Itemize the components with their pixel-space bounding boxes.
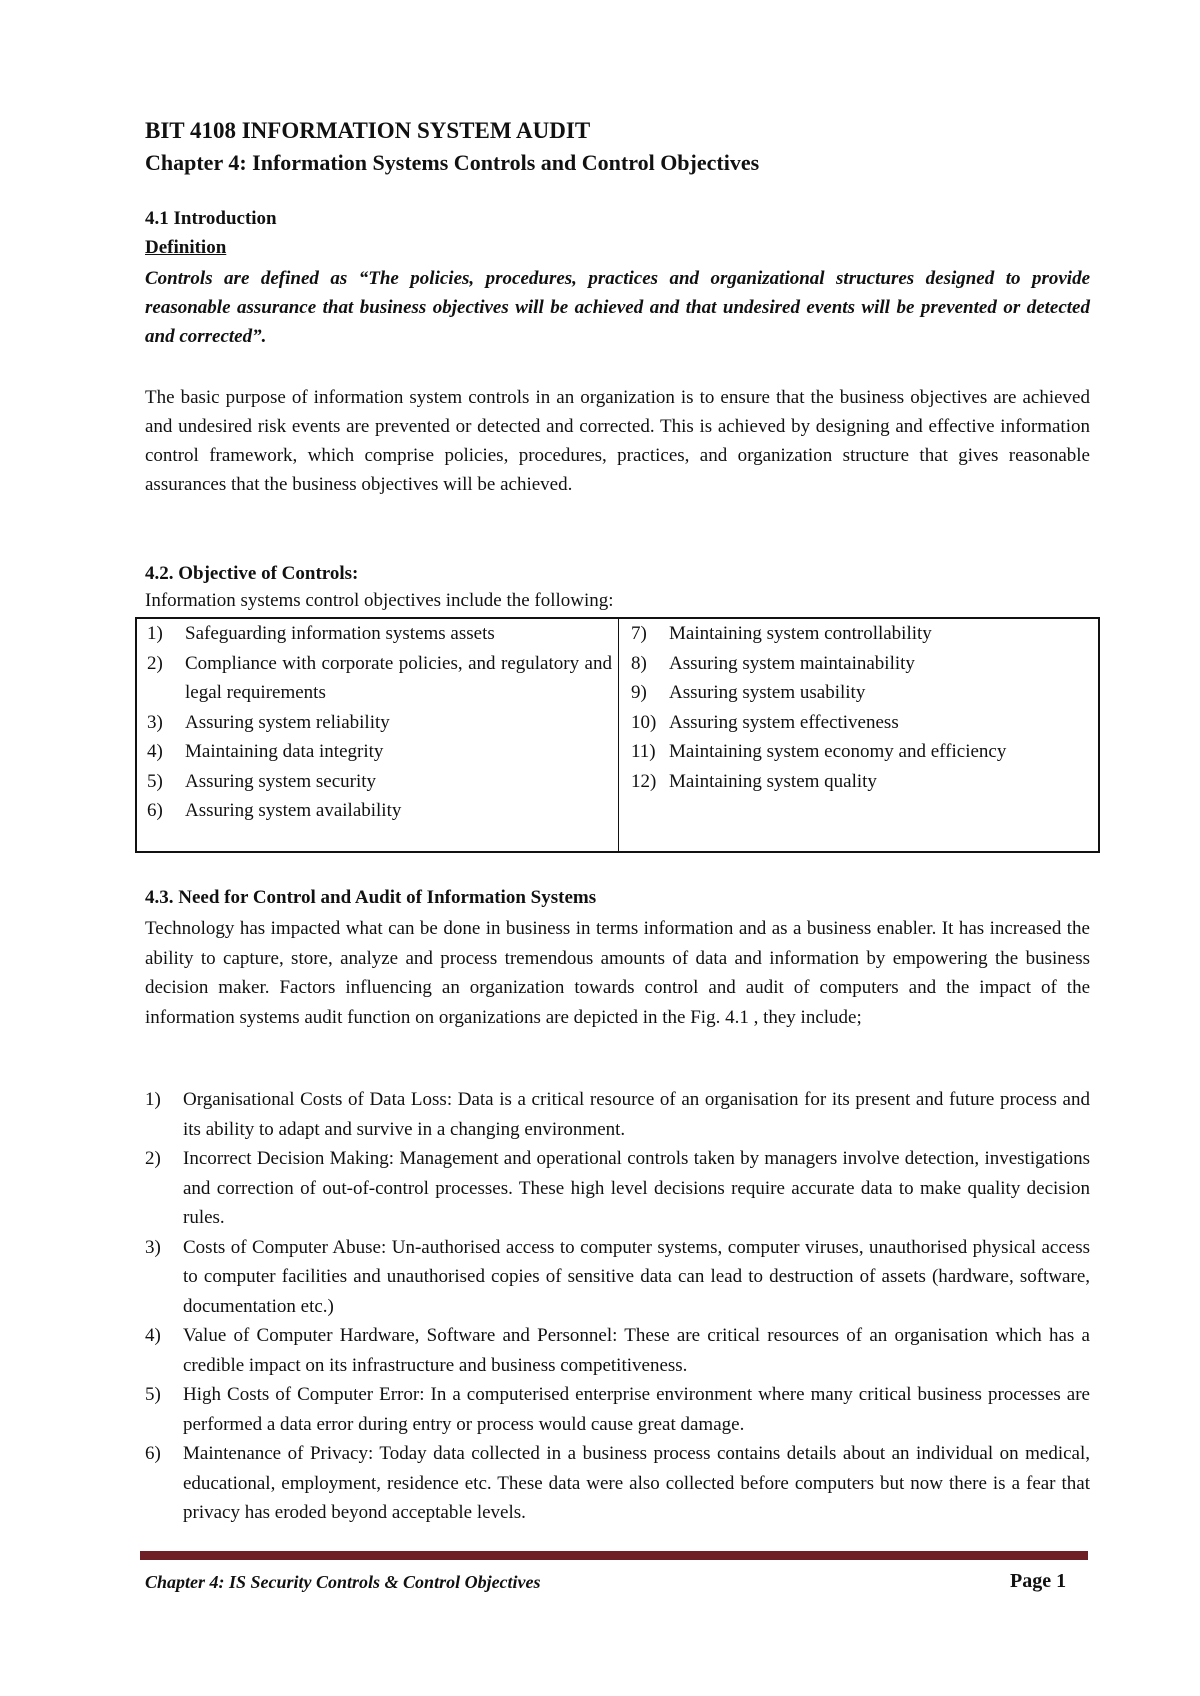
item-number: 7) <box>631 623 647 644</box>
item-number: 3) <box>147 711 163 733</box>
item-text: Costs of Computer Abuse: Un-authorised access to computer systems, computer viruses, unauthorised physical access to computer facilities and unauthorised copies of sensitive data can lead to destruction of assets (hardware, software, documentation etc.) <box>183 1236 1090 1317</box>
item-text: Assuring system effectiveness <box>669 711 899 733</box>
item-number: 11) <box>631 741 656 762</box>
item-text: Assuring system usability <box>669 682 866 703</box>
item-text: Maintaining system controllability <box>669 623 932 644</box>
footer-page-number: Page 1 <box>1010 1570 1067 1592</box>
item-number: 1) <box>145 1089 161 1110</box>
section-heading-need-for-control: 4.3. Need for Control and Audit of Information Systems <box>145 887 597 908</box>
list-item <box>147 619 612 649</box>
item-text: Compliance with corporate policies, and regulatory and legal requirements <box>185 652 612 703</box>
footer-chapter-label: Chapter 4: IS Security Controls & Control Objectives <box>145 1572 541 1592</box>
item-number: 2) <box>147 652 163 674</box>
item-text: Maintaining system economy and efficiency <box>669 741 1007 762</box>
introduction-paragraph: The basic purpose of information system controls in an organization is to ensure that the business objectives are achieved and undesired risk events are prevented or detected and corrected. This is achieved by designing and effective information control framework, which comprise policies, procedures, practices, and organization structure that gives reasonable assurances that the business objectives will be achieved. <box>145 387 1090 495</box>
list-item <box>147 737 612 767</box>
definition-label: Definition <box>145 237 227 258</box>
chapter-title: Chapter 4: Information Systems Controls and Control Objectives <box>145 150 760 175</box>
item-number: 6) <box>147 800 163 821</box>
item-number: 8) <box>631 652 647 674</box>
objectives-column-left <box>137 619 619 851</box>
item-text: Incorrect Decision Making: Management and operational controls taken by managers involve detection, investigations and correction of out-of-control processes. These high level decisions require accurate data to make quality decision rules. <box>183 1148 1090 1228</box>
objectives-column-right <box>619 619 1098 851</box>
item-text: Organisational Costs of Data Loss: Data is a critical resource of an organisation for its present and future process and its ability to adapt and survive in a changing environment. <box>183 1089 1090 1140</box>
list-item <box>145 1085 1090 1144</box>
item-number: 3) <box>145 1236 161 1258</box>
section-heading-introduction: 4.1 Introduction <box>145 208 277 229</box>
list-item <box>631 767 1092 797</box>
item-text: Assuring system availability <box>185 800 402 821</box>
item-number: 6) <box>145 1443 161 1464</box>
list-item <box>147 796 612 826</box>
item-text: High Costs of Computer Error: In a computerised enterprise environment where many critical business processes are performed a data error during entry or process would cause great damage. <box>183 1384 1090 1435</box>
item-number: 10) <box>631 711 657 733</box>
item-number: 4) <box>145 1325 161 1346</box>
list-item <box>145 1380 1090 1439</box>
item-number: 5) <box>147 770 163 792</box>
item-text: Maintaining data integrity <box>185 741 384 762</box>
objectives-table <box>135 617 1100 853</box>
objectives-intro: Information systems control objectives include the following: <box>145 590 614 611</box>
item-text: Maintenance of Privacy: Today data collected in a business process contains details about an individual on medical, educational, employment, residence etc. These data were also collected before computers but now there is a fear that privacy has eroded beyond acceptable levels. <box>183 1443 1090 1523</box>
item-text: Assuring system maintainability <box>669 652 915 674</box>
list-item <box>145 1233 1090 1322</box>
list-item <box>147 708 612 738</box>
list-item <box>631 678 1092 708</box>
list-item <box>145 1144 1090 1233</box>
course-title: BIT 4108 INFORMATION SYSTEM AUDIT <box>145 118 591 143</box>
list-item <box>631 708 1092 738</box>
item-text: Maintaining system quality <box>669 770 877 792</box>
item-number: 1) <box>147 623 163 644</box>
need-for-control-paragraph: Technology has impacted what can be done in business in terms information and as a business enabler. It has increased the ability to capture, store, analyze and process tremendous amounts of data and information by empowering the business decision maker. Factors influencing an organization towards control and audit of computers and the impact of the information systems audit function on organizations are depicted in the Fig. 4.1 , they include; <box>145 918 1090 1028</box>
item-text: Value of Computer Hardware, Software and Personnel: These are critical resources of an organisation which has a credible impact on its infrastructure and business competitiveness. <box>183 1325 1090 1376</box>
list-item <box>147 649 612 708</box>
list-item <box>145 1439 1090 1528</box>
item-number: 5) <box>145 1384 161 1405</box>
item-number: 12) <box>631 770 657 792</box>
list-item <box>145 1321 1090 1380</box>
item-text: Assuring system reliability <box>185 711 390 733</box>
list-item <box>631 649 1092 679</box>
item-number: 9) <box>631 682 647 703</box>
list-item <box>631 737 1092 767</box>
list-item <box>631 619 1092 649</box>
item-text: Assuring system security <box>185 770 377 792</box>
list-item <box>147 767 612 797</box>
item-text: Safeguarding information systems assets <box>185 623 495 644</box>
definition-text: Controls are defined as “The policies, procedures, practices and organizational structures designed to provide reasonable assurance that business objectives will be achieved and that undesired events will be prevented or detected and corrected”. <box>145 268 1090 347</box>
section-heading-objectives: 4.2. Objective of Controls: <box>145 563 359 584</box>
factors-list <box>145 1085 1090 1528</box>
item-number: 2) <box>145 1148 161 1169</box>
footer-divider <box>140 1551 1088 1560</box>
item-number: 4) <box>147 741 163 762</box>
